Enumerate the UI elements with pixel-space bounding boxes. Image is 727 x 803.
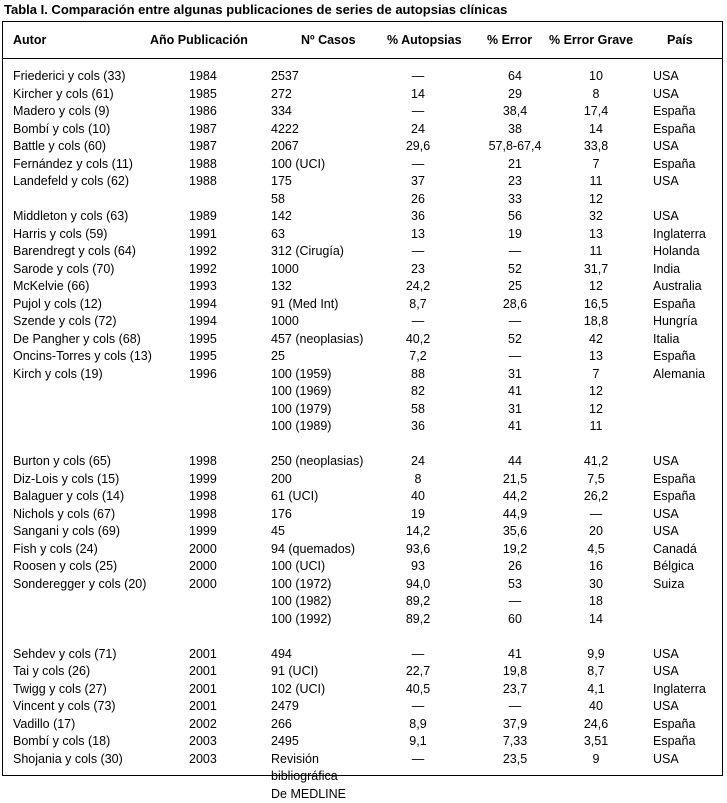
table-row — [3, 593, 722, 611]
cell-casos: 45 — [271, 523, 285, 541]
cell-error-grave: 11 — [541, 243, 651, 261]
cell-error: 57,8-67,4 — [460, 138, 570, 156]
cell-casos: 2495 — [271, 733, 299, 751]
cell-pais: USA — [653, 698, 679, 716]
cell-autor: Burton y cols (65) — [13, 453, 111, 471]
cell-autopsias: 93,6 — [363, 541, 473, 559]
cell-error-grave: 33,8 — [541, 138, 651, 156]
cell-error-grave: 31,7 — [541, 261, 651, 279]
table-row — [3, 278, 722, 296]
cell-error: 44,2 — [460, 488, 570, 506]
cell-autopsias: 36 — [363, 418, 473, 436]
cell-pais: USA — [653, 663, 679, 681]
cell-error-grave: 9 — [541, 751, 651, 769]
cell-pais: USA — [653, 646, 679, 664]
table-row — [3, 121, 722, 139]
cell-autor: Pujol y cols (12) — [13, 296, 102, 314]
cell-ano: 2002 — [189, 716, 217, 734]
table-row — [3, 401, 722, 419]
table-row — [3, 418, 722, 436]
cell-casos: 1000 — [271, 261, 299, 279]
table-row — [3, 261, 722, 279]
cell-error: 25 — [460, 278, 570, 296]
cell-autopsias: 8 — [363, 471, 473, 489]
cell-error: 64 — [460, 68, 570, 86]
table-row — [3, 383, 722, 401]
cell-ano: 1986 — [189, 103, 217, 121]
cell-error: 23,7 — [460, 681, 570, 699]
header-ano: Año Publicación — [150, 33, 248, 47]
cell-error-grave: 41,2 — [541, 453, 651, 471]
cell-autopsias: 93 — [363, 558, 473, 576]
cell-error-grave: 12 — [541, 383, 651, 401]
cell-autopsias: 26 — [363, 191, 473, 209]
cell-autopsias: 40 — [363, 488, 473, 506]
cell-error: 31 — [460, 366, 570, 384]
cell-error-grave: 3,51 — [541, 733, 651, 751]
cell-autopsias: — — [363, 68, 473, 86]
cell-error: 21,5 — [460, 471, 570, 489]
cell-casos: 1000 — [271, 313, 299, 331]
cell-error: — — [460, 348, 570, 366]
cell-pais: Holanda — [653, 243, 700, 261]
cell-autopsias: 36 — [363, 208, 473, 226]
cell-autopsias: 13 — [363, 226, 473, 244]
cell-autor: Tai y cols (26) — [13, 663, 90, 681]
cell-ano: 2000 — [189, 558, 217, 576]
cell-error: 31 — [460, 401, 570, 419]
table-row — [3, 523, 722, 541]
table-row — [3, 226, 722, 244]
cell-casos: 2537 — [271, 68, 299, 86]
table-row — [3, 751, 722, 769]
cell-error: 23,5 — [460, 751, 570, 769]
cell-error: — — [460, 243, 570, 261]
table-row — [3, 86, 722, 104]
cell-autopsias: 88 — [363, 366, 473, 384]
cell-autopsias: 9,1 — [363, 733, 473, 751]
cell-error-grave: 14 — [541, 611, 651, 629]
cell-casos: 100 (UCI) — [271, 156, 325, 174]
cell-autor: Roosen y cols (25) — [13, 558, 117, 576]
cell-casos: 63 — [271, 226, 285, 244]
cell-ano: 1994 — [189, 296, 217, 314]
header-error: % Error — [487, 33, 532, 47]
table-row — [3, 558, 722, 576]
cell-error: 44 — [460, 453, 570, 471]
cell-error: 26 — [460, 558, 570, 576]
cell-error-grave: 16,5 — [541, 296, 651, 314]
cell-error: 53 — [460, 576, 570, 594]
cell-error: 19,8 — [460, 663, 570, 681]
cell-error-grave: 4,1 — [541, 681, 651, 699]
cell-autor: Bombí y cols (10) — [13, 121, 110, 139]
cell-casos: 176 — [271, 506, 292, 524]
cell-autor: Oncins-Torres y cols (13) — [13, 348, 152, 366]
cell-autor: Barendregt y cols (64) — [13, 243, 136, 261]
cell-error-grave: 11 — [541, 418, 651, 436]
row-spacer — [3, 436, 722, 454]
cell-ano: 2001 — [189, 681, 217, 699]
cell-error-grave: 16 — [541, 558, 651, 576]
cell-casos: 312 (Cirugía) — [271, 243, 344, 261]
table-title: Tabla I. Comparación entre algunas publicaciones de series de autopsias clínicas — [4, 2, 507, 17]
cell-error: 35,6 — [460, 523, 570, 541]
cell-pais: USA — [653, 68, 679, 86]
cell-autopsias: 23 — [363, 261, 473, 279]
table-row — [3, 716, 722, 734]
cell-error-grave: 7 — [541, 156, 651, 174]
cell-autopsias: — — [363, 156, 473, 174]
cell-autopsias: — — [363, 646, 473, 664]
table-row — [3, 646, 722, 664]
cell-autor: Sonderegger y cols (20) — [13, 576, 146, 594]
cell-error: — — [460, 698, 570, 716]
cell-casos: 4222 — [271, 121, 299, 139]
cell-autopsias: — — [363, 698, 473, 716]
cell-error-grave: — — [541, 506, 651, 524]
cell-pais: España — [653, 488, 695, 506]
table-frame — [2, 21, 723, 776]
cell-ano: 1988 — [189, 173, 217, 191]
cell-pais: India — [653, 261, 680, 279]
cell-casos: 100 (1959) — [271, 366, 331, 384]
cell-casos: 334 — [271, 103, 292, 121]
table-row — [3, 208, 722, 226]
cell-ano: 1998 — [189, 506, 217, 524]
cell-autor: Diz-Lois y cols (15) — [13, 471, 119, 489]
cell-autopsias: — — [363, 313, 473, 331]
cell-casos: 200 — [271, 471, 292, 489]
cell-casos: 132 — [271, 278, 292, 296]
cell-autopsias: — — [363, 103, 473, 121]
cell-error-grave: 18,8 — [541, 313, 651, 331]
cell-pais: Hungría — [653, 313, 697, 331]
cell-ano: 1989 — [189, 208, 217, 226]
table-row — [3, 173, 722, 191]
cell-error-grave: 8,7 — [541, 663, 651, 681]
table-row — [3, 663, 722, 681]
cell-pais: España — [653, 348, 695, 366]
cell-ano: 1987 — [189, 138, 217, 156]
cell-error-grave: 7 — [541, 366, 651, 384]
cell-casos: 100 (1982) — [271, 593, 331, 611]
cell-casos: 2479 — [271, 698, 299, 716]
cell-autopsias: 19 — [363, 506, 473, 524]
cell-autor: Kircher y cols (61) — [13, 86, 114, 104]
cell-ano: 1988 — [189, 156, 217, 174]
cell-error: 28,6 — [460, 296, 570, 314]
table-row — [3, 366, 722, 384]
cell-ano: 1984 — [189, 68, 217, 86]
cell-casos: 100 (1972) — [271, 576, 331, 594]
header-pais: País — [667, 33, 693, 47]
cell-error: 41 — [460, 383, 570, 401]
cell-pais: USA — [653, 523, 679, 541]
cell-autopsias: 7,2 — [363, 348, 473, 366]
cell-error-grave: 42 — [541, 331, 651, 349]
cell-autopsias: — — [363, 243, 473, 261]
cell-error: — — [460, 593, 570, 611]
header-error-grave: % Error Grave — [549, 33, 633, 47]
cell-casos: 91 (Med Int) — [271, 296, 338, 314]
cell-pais: España — [653, 156, 695, 174]
cell-error-grave: 32 — [541, 208, 651, 226]
cell-error: 60 — [460, 611, 570, 629]
table-body — [3, 68, 722, 768]
cell-pais: Bélgica — [653, 558, 694, 576]
cell-pais: Canadá — [653, 541, 697, 559]
cell-ano: 1999 — [189, 471, 217, 489]
cell-autopsias: 58 — [363, 401, 473, 419]
header-autor: Autor — [13, 33, 46, 47]
cell-autor: Fernández y cols (11) — [13, 156, 133, 174]
cell-pais: USA — [653, 506, 679, 524]
table-row — [3, 453, 722, 471]
cell-autopsias: 14,2 — [363, 523, 473, 541]
table-row — [3, 296, 722, 314]
cell-casos: 2067 — [271, 138, 299, 156]
cell-ano: 1994 — [189, 313, 217, 331]
cell-error-grave: 12 — [541, 401, 651, 419]
table-row — [3, 348, 722, 366]
cell-ano: 1996 — [189, 366, 217, 384]
cell-error-grave: 13 — [541, 348, 651, 366]
cell-casos: 61 (UCI) — [271, 488, 318, 506]
cell-ano: 2001 — [189, 663, 217, 681]
cell-autopsias: 40,2 — [363, 331, 473, 349]
table-row — [3, 103, 722, 121]
cell-autopsias: 24 — [363, 121, 473, 139]
cell-pais: Alemania — [653, 366, 705, 384]
cell-error: 38 — [460, 121, 570, 139]
cell-pais: España — [653, 471, 695, 489]
cell-error: 19 — [460, 226, 570, 244]
cell-autor: Landefeld y cols (62) — [13, 173, 129, 191]
table-row — [3, 541, 722, 559]
cell-ano: 2001 — [189, 698, 217, 716]
cell-autor: Balaguer y cols (14) — [13, 488, 124, 506]
cell-autopsias: 8,7 — [363, 296, 473, 314]
cell-error-grave: 17,4 — [541, 103, 651, 121]
table-row — [3, 506, 722, 524]
table-row — [3, 68, 722, 86]
cell-casos: 272 — [271, 86, 292, 104]
table-row — [3, 191, 722, 209]
cell-autor: Szende y cols (72) — [13, 313, 117, 331]
table-row — [3, 243, 722, 261]
table-row — [3, 488, 722, 506]
header-casos: Nº Casos — [301, 33, 356, 47]
cell-autopsias: 89,2 — [363, 593, 473, 611]
cell-autor: Vadillo (17) — [13, 716, 75, 734]
cell-pais: Italia — [653, 331, 679, 349]
cell-autor: Shojania y cols (30) — [13, 751, 123, 769]
cell-error-grave: 7,5 — [541, 471, 651, 489]
cell-error-grave: 4,5 — [541, 541, 651, 559]
cell-autopsias: 40,5 — [363, 681, 473, 699]
header-divider — [3, 58, 722, 59]
cell-autor: Vincent y cols (73) — [13, 698, 116, 716]
cell-ano: 2000 — [189, 541, 217, 559]
cell-autopsias: 22,7 — [363, 663, 473, 681]
cell-error: 7,33 — [460, 733, 570, 751]
cell-error-grave: 30 — [541, 576, 651, 594]
cell-pais: USA — [653, 208, 679, 226]
cell-error-grave: 18 — [541, 593, 651, 611]
cell-error-grave: 11 — [541, 173, 651, 191]
cell-pais: Inglaterra — [653, 681, 706, 699]
table-row — [3, 331, 722, 349]
cell-casos: 100 (1979) — [271, 401, 331, 419]
cell-casos: 100 (UCI) — [271, 558, 325, 576]
cell-casos: 100 (1989) — [271, 418, 331, 436]
cell-casos: Revisión bibliográfica De MEDLINE — [271, 751, 346, 803]
table-row — [3, 471, 722, 489]
cell-error: 52 — [460, 331, 570, 349]
cell-autor: Friederici y cols (33) — [13, 68, 126, 86]
cell-error-grave: 14 — [541, 121, 651, 139]
cell-autor: Harris y cols (59) — [13, 226, 107, 244]
cell-autor: Nichols y cols (67) — [13, 506, 115, 524]
cell-pais: España — [653, 121, 695, 139]
cell-pais: USA — [653, 751, 679, 769]
cell-autor: Middleton y cols (63) — [13, 208, 128, 226]
cell-error: 19,2 — [460, 541, 570, 559]
cell-pais: USA — [653, 173, 679, 191]
cell-autor: De Pangher y cols (68) — [13, 331, 141, 349]
cell-casos: 94 (quemados) — [271, 541, 355, 559]
cell-error: 38,4 — [460, 103, 570, 121]
cell-autopsias: — — [363, 751, 473, 769]
cell-autopsias: 82 — [363, 383, 473, 401]
cell-casos: 457 (neoplasias) — [271, 331, 363, 349]
cell-error: 41 — [460, 418, 570, 436]
table-row — [3, 156, 722, 174]
cell-pais: Suiza — [653, 576, 684, 594]
cell-autopsias: 24 — [363, 453, 473, 471]
cell-autopsias: 14 — [363, 86, 473, 104]
cell-error-grave: 12 — [541, 278, 651, 296]
cell-autopsias: 8,9 — [363, 716, 473, 734]
cell-casos: 100 (1992) — [271, 611, 331, 629]
cell-ano: 1985 — [189, 86, 217, 104]
cell-ano: 1995 — [189, 331, 217, 349]
cell-error-grave: 26,2 — [541, 488, 651, 506]
cell-casos: 58 — [271, 191, 285, 209]
cell-error: 23 — [460, 173, 570, 191]
cell-casos: 250 (neoplasias) — [271, 453, 363, 471]
table-row — [3, 698, 722, 716]
cell-ano: 1991 — [189, 226, 217, 244]
cell-pais: España — [653, 716, 695, 734]
cell-error: 37,9 — [460, 716, 570, 734]
cell-ano: 1999 — [189, 523, 217, 541]
cell-error-grave: 12 — [541, 191, 651, 209]
cell-error-grave: 10 — [541, 68, 651, 86]
cell-pais: USA — [653, 138, 679, 156]
cell-autopsias: 24,2 — [363, 278, 473, 296]
cell-ano: 2003 — [189, 751, 217, 769]
cell-error-grave: 8 — [541, 86, 651, 104]
cell-autopsias: 89,2 — [363, 611, 473, 629]
cell-ano: 1987 — [189, 121, 217, 139]
cell-autor: Sangani y cols (69) — [13, 523, 120, 541]
cell-casos: 102 (UCI) — [271, 681, 325, 699]
cell-autor: Kirch y cols (19) — [13, 366, 103, 384]
cell-error: 52 — [460, 261, 570, 279]
cell-pais: Australia — [653, 278, 702, 296]
cell-casos: 175 — [271, 173, 292, 191]
cell-autor: Sehdev y cols (71) — [13, 646, 117, 664]
cell-pais: España — [653, 103, 695, 121]
cell-error: — — [460, 313, 570, 331]
cell-error: 33 — [460, 191, 570, 209]
cell-pais: España — [653, 733, 695, 751]
cell-error-grave: 9,9 — [541, 646, 651, 664]
table-row — [3, 733, 722, 751]
cell-casos: 266 — [271, 716, 292, 734]
cell-casos: 91 (UCI) — [271, 663, 318, 681]
header-autopsias: % Autopsias — [387, 33, 462, 47]
cell-autor: McKelvie (66) — [13, 278, 89, 296]
cell-pais: Inglaterra — [653, 226, 706, 244]
table-row — [3, 611, 722, 629]
cell-ano: 2000 — [189, 576, 217, 594]
cell-error: 41 — [460, 646, 570, 664]
cell-casos: 25 — [271, 348, 285, 366]
cell-error-grave: 40 — [541, 698, 651, 716]
table-row — [3, 681, 722, 699]
table-row — [3, 313, 722, 331]
cell-autopsias: 37 — [363, 173, 473, 191]
table-row — [3, 576, 722, 594]
cell-ano: 1992 — [189, 243, 217, 261]
cell-autopsias: 94,0 — [363, 576, 473, 594]
cell-pais: España — [653, 296, 695, 314]
cell-autor: Sarode y cols (70) — [13, 261, 114, 279]
cell-error-grave: 13 — [541, 226, 651, 244]
cell-casos: 100 (1969) — [271, 383, 331, 401]
row-spacer — [3, 628, 722, 646]
cell-error: 29 — [460, 86, 570, 104]
cell-error: 44,9 — [460, 506, 570, 524]
cell-ano: 1995 — [189, 348, 217, 366]
cell-pais: USA — [653, 86, 679, 104]
cell-error-grave: 20 — [541, 523, 651, 541]
cell-ano: 2003 — [189, 733, 217, 751]
cell-ano: 2001 — [189, 646, 217, 664]
cell-ano: 1993 — [189, 278, 217, 296]
cell-autor: Bombí y cols (18) — [13, 733, 110, 751]
cell-error-grave: 24,6 — [541, 716, 651, 734]
cell-error: 21 — [460, 156, 570, 174]
cell-autor: Battle y cols (60) — [13, 138, 106, 156]
cell-autor: Madero y cols (9) — [13, 103, 110, 121]
cell-casos: 142 — [271, 208, 292, 226]
cell-ano: 1998 — [189, 453, 217, 471]
cell-autopsias: 29,6 — [363, 138, 473, 156]
cell-autor: Twigg y cols (27) — [13, 681, 107, 699]
cell-ano: 1998 — [189, 488, 217, 506]
cell-ano: 1992 — [189, 261, 217, 279]
cell-error: 56 — [460, 208, 570, 226]
cell-pais: USA — [653, 453, 679, 471]
cell-autor: Fish y cols (24) — [13, 541, 98, 559]
table-row — [3, 138, 722, 156]
cell-casos: 494 — [271, 646, 292, 664]
